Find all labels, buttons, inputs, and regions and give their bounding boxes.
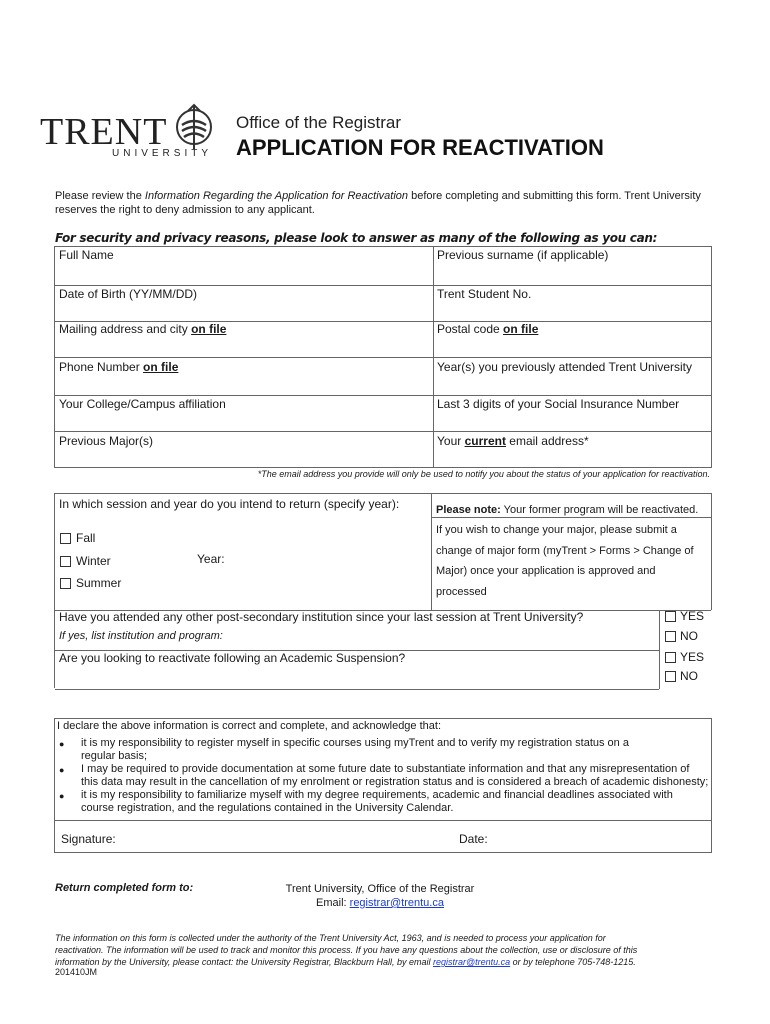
form-code: 201410JM bbox=[55, 967, 98, 977]
summer-label: Summer bbox=[76, 576, 122, 590]
fall-label: Fall bbox=[76, 531, 96, 545]
winter-label: Winter bbox=[76, 554, 111, 568]
college-affiliation-field[interactable]: Your College/Campus affiliation bbox=[59, 397, 226, 411]
personal-details-table bbox=[54, 246, 712, 468]
program-note-line: change of major form (myTrent > Forms > Change of bbox=[436, 545, 694, 557]
winter-checkbox[interactable] bbox=[60, 556, 71, 567]
full-name-field[interactable]: Full Name bbox=[59, 248, 114, 262]
registrar-email-link[interactable]: registrar@trentu.ca bbox=[349, 897, 444, 909]
declaration-item: regular basis; bbox=[81, 750, 148, 762]
return-label: Return completed form to: bbox=[55, 882, 194, 894]
suspension-yes-checkbox[interactable] bbox=[665, 652, 676, 663]
page-title: APPLICATION FOR REACTIVATION bbox=[236, 135, 604, 160]
dob-field[interactable]: Date of Birth (YY/MM/DD) bbox=[59, 287, 198, 301]
email-footnote: *The email address you provide will only be used to notify you about the status of your application for reactivation. bbox=[257, 469, 710, 479]
summer-checkbox[interactable] bbox=[60, 578, 71, 589]
session-table bbox=[54, 493, 712, 688]
declaration-item: it is my responsibility to register myself in specific courses using myTrent and to verify my registration status on a bbox=[81, 737, 629, 749]
trent-logo-subtitle: UNIVERSITY bbox=[112, 148, 213, 159]
previous-major-field[interactable]: Previous Major(s) bbox=[59, 434, 154, 448]
other-institution-no-label: NO bbox=[680, 629, 698, 643]
trent-logo-wordmark: TRENT bbox=[40, 111, 168, 153]
previous-surname-field[interactable]: Previous surname (if applicable) bbox=[437, 248, 609, 262]
program-note: Please note: Your former program will be reactivated. bbox=[436, 504, 699, 516]
trent-crest-icon bbox=[172, 103, 216, 151]
session-question: In which session and year do you intend to return (specify year): bbox=[59, 497, 400, 511]
declaration-item: this data may result in the cancellation of my enrolment or registration status and is considered a breach of academic dishonesty; bbox=[81, 776, 709, 788]
declaration-item: course registration, and the regulations contained in the University Calendar. bbox=[81, 802, 454, 814]
years-attended-field[interactable]: Year(s) you previously attended Trent University bbox=[437, 360, 693, 374]
return-address: Trent University, Office of the Registrar Email: registrar@trentu.ca bbox=[285, 883, 475, 909]
year-label: Year: bbox=[197, 552, 225, 566]
security-note: For security and privacy reasons, please look to answer as many of the following as you can: bbox=[55, 231, 658, 245]
other-institution-no-checkbox[interactable] bbox=[665, 631, 676, 642]
suspension-yes-label: YES bbox=[680, 650, 705, 664]
other-institution-question: Have you attended any other post-secondary institution since your last session at Trent University? bbox=[59, 610, 584, 624]
intro-paragraph: Please review the Information Regarding the Application for Reactivation before completing and submitting this form. Trent University reserves the right to deny admission to any applicant. bbox=[55, 190, 701, 216]
other-institution-yes-checkbox[interactable] bbox=[665, 611, 676, 622]
email-field[interactable]: Your current email address* bbox=[437, 434, 589, 448]
postal-code-field[interactable]: Postal code on file bbox=[437, 322, 539, 336]
declaration-item: I may be required to provide documentation at some future date to substantiate information and that any misrepresentation of bbox=[81, 763, 690, 775]
sin-digits-field[interactable]: Last 3 digits of your Social Insurance Number bbox=[437, 397, 680, 411]
suspension-question: Are you looking to reactivate following an Academic Suspension? bbox=[59, 651, 406, 665]
phone-number-field[interactable]: Phone Number on file bbox=[59, 360, 179, 374]
program-note-line: Major) once your application is approved and bbox=[436, 565, 656, 577]
other-institution-sub: If yes, list institution and program: bbox=[59, 630, 223, 642]
date-field[interactable]: Date: bbox=[459, 832, 488, 846]
privacy-email-link[interactable]: registrar@trentu.ca bbox=[433, 957, 511, 967]
fall-checkbox[interactable] bbox=[60, 533, 71, 544]
declaration-box: I declare the above information is correct and complete, and acknowledge that: ● it is my responsibility to register myself in specific courses using myTrent and to verify my registration status on a regular basis; ● I may be required to provide documentation at some future date to substantiate information and that any misrepresentation of this data may result in the cancellation of my enrolment or registration status and is considered a breach of academic dishonesty; ● it is my responsibility to familiarize myself with my degree requirements, academic and financial deadlines associated with course registration, and the regulations contained in the University Calendar. Signature: Date: bbox=[54, 718, 712, 853]
other-institution-yes-label: YES bbox=[680, 609, 705, 623]
program-note-line: If you wish to change your major, please submit a bbox=[436, 524, 677, 536]
signature-field[interactable]: Signature: bbox=[61, 832, 116, 846]
privacy-notice: The information on this form is collected under the authority of the Trent University Act, 1963, and is needed to process your application for reactivation. The information will be used to track and monitor this process. If you have any questions about the collection, use or disclosure of this information by the University, please contact: the University Registrar, Blackburn Hall, by email registrar@trentu.ca or by telephone 705-748-1215. bbox=[55, 933, 638, 967]
suspension-no-label: NO bbox=[680, 669, 698, 683]
declaration-item: it is my responsibility to familiarize myself with my degree requirements, academic and financial deadlines associated with bbox=[81, 789, 673, 801]
mailing-address-field[interactable]: Mailing address and city on file bbox=[59, 322, 227, 336]
student-number-field[interactable]: Trent Student No. bbox=[437, 287, 532, 301]
office-subtitle: Office of the Registrar bbox=[236, 113, 402, 132]
declaration-intro: I declare the above information is correct and complete, and acknowledge that: bbox=[57, 720, 442, 732]
suspension-no-checkbox[interactable] bbox=[665, 671, 676, 682]
program-note-line: processed bbox=[436, 586, 487, 598]
